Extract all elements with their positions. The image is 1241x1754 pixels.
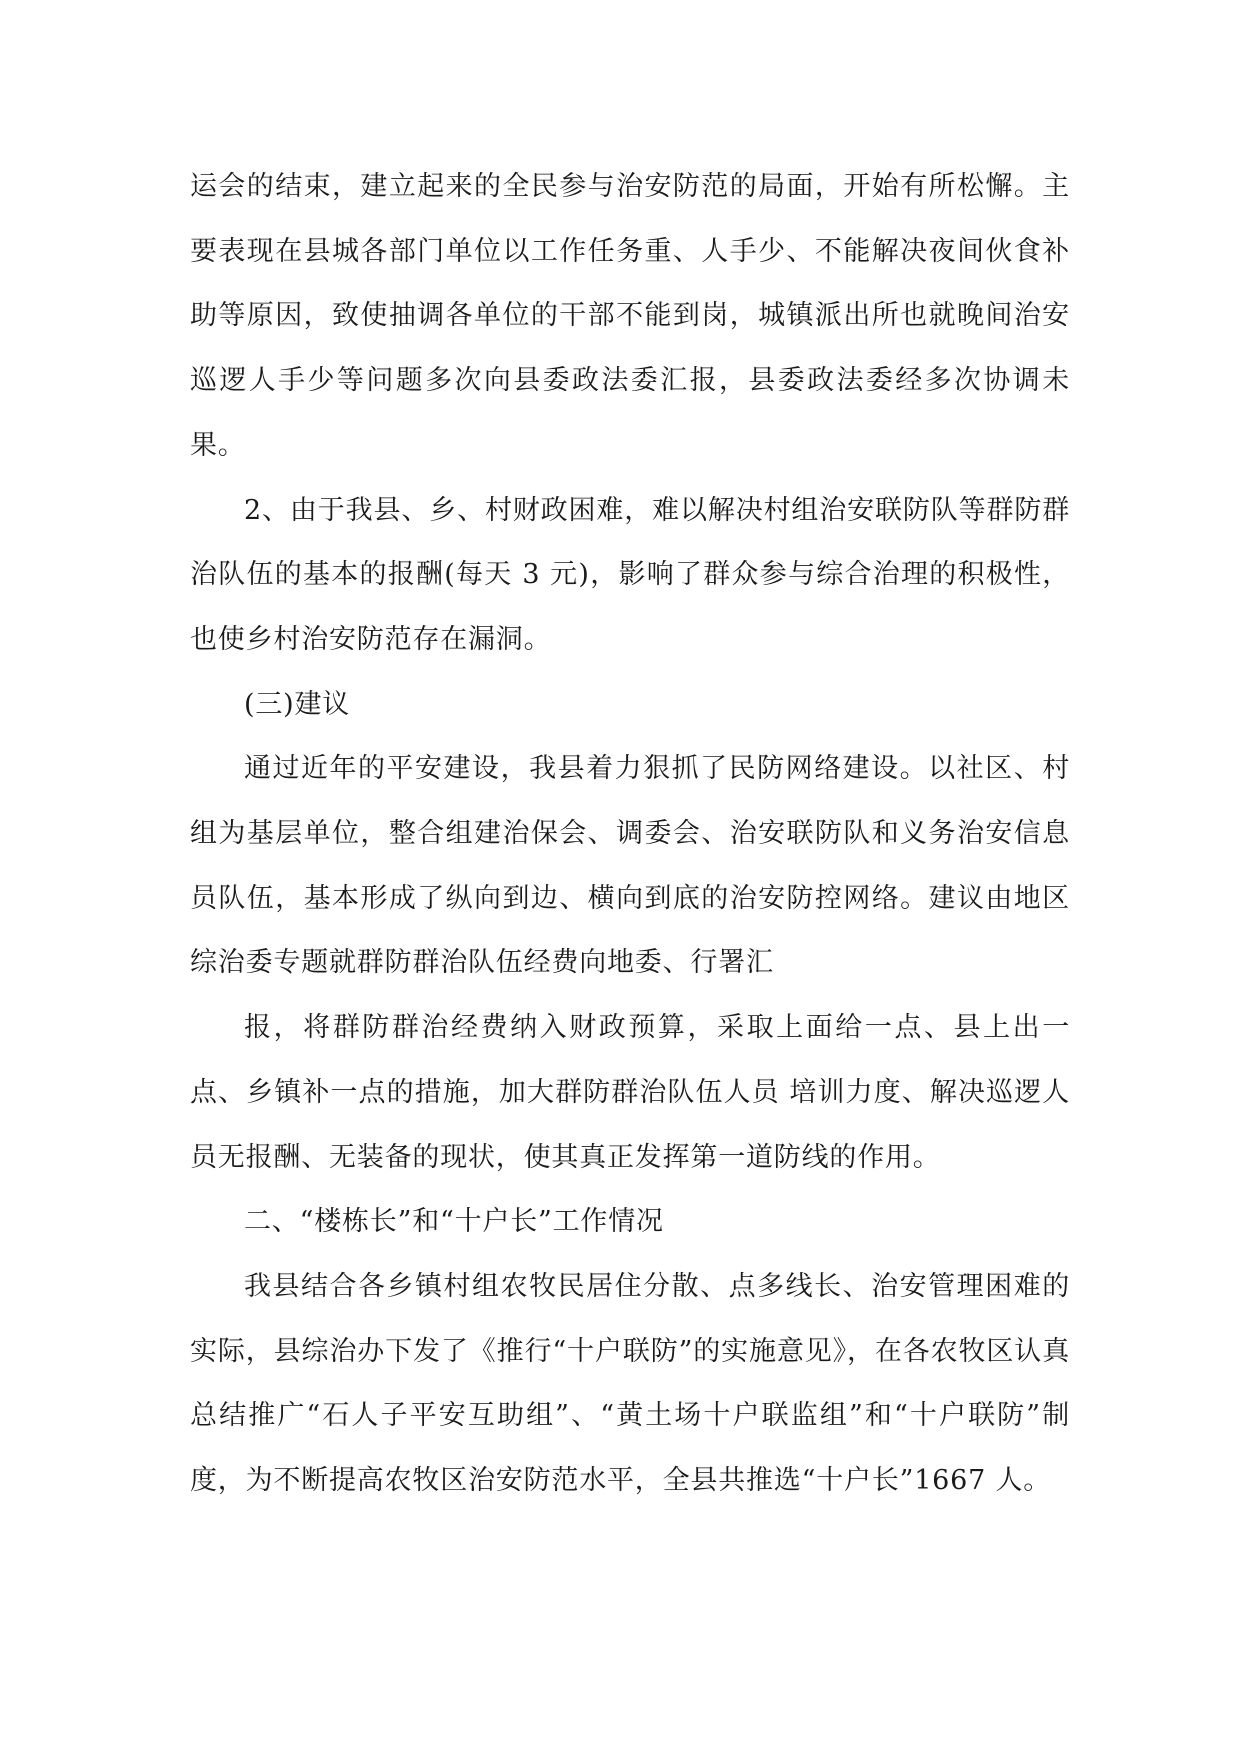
paragraph-suggestions-continued: 报，将群防群治经费纳入财政预算，采取上面给一点、县上出一点、乡镇补一点的措施，加大群防群治队伍人员 培训力度、解决巡逻人员无报酬、无装备的现状，使其真正发挥第一道防线的作用。 [190, 1012, 1070, 1173]
paragraph-item-2: 2、由于我县、乡、村财政困难，难以解决村组治安联防队等群防群治队伍的基本的报酬(每天 3 元)，影响了群众参与综合治理的积极性，也使乡村治安防范存在漏洞。 [190, 494, 1070, 655]
document-body [190, 155, 1070, 1514]
paragraph-continuation: 运会的结束，建立起来的全民参与治安防范的局面，开始有所松懈。主要表现在县城各部门单位以工作任务重、人手少、不能解决夜间伙食补助等原因，致使抽调各单位的干部不能到岗，城镇派出所也就晚间治安巡逻人手少等问题多次向县委政法委汇报，县委政法委经多次协调未果。 [190, 171, 1070, 461]
section-heading-suggestions: (三)建议 [244, 688, 351, 720]
paragraph-ten-household: 我县结合各乡镇村组农牧民居住分散、点多线长、治安管理困难的实际，县综治办下发了《推行“十户联防”的实施意见》，在各农牧区认真总结推广“石人子平安互助组”、“黄土场十户联监组”和“十户联防”制度，为不断提高农牧区治安防范水平，全县共推选“十户长”1667 人。 [190, 1270, 1070, 1497]
paragraph-suggestions: 通过近年的平安建设，我县着力狠抓了民防网络建设。以社区、村组为基层单位，整合组建治保会、调委会、治安联防队和义务治安信息员队伍，基本形成了纵向到边、横向到底的治安防控网络。建议由地区综治委专题就群防群治队伍经费向地委、行署汇 [190, 753, 1070, 979]
section-heading-building-leaders: 二、“楼栋长”和“十户长”工作情况 [244, 1206, 664, 1238]
